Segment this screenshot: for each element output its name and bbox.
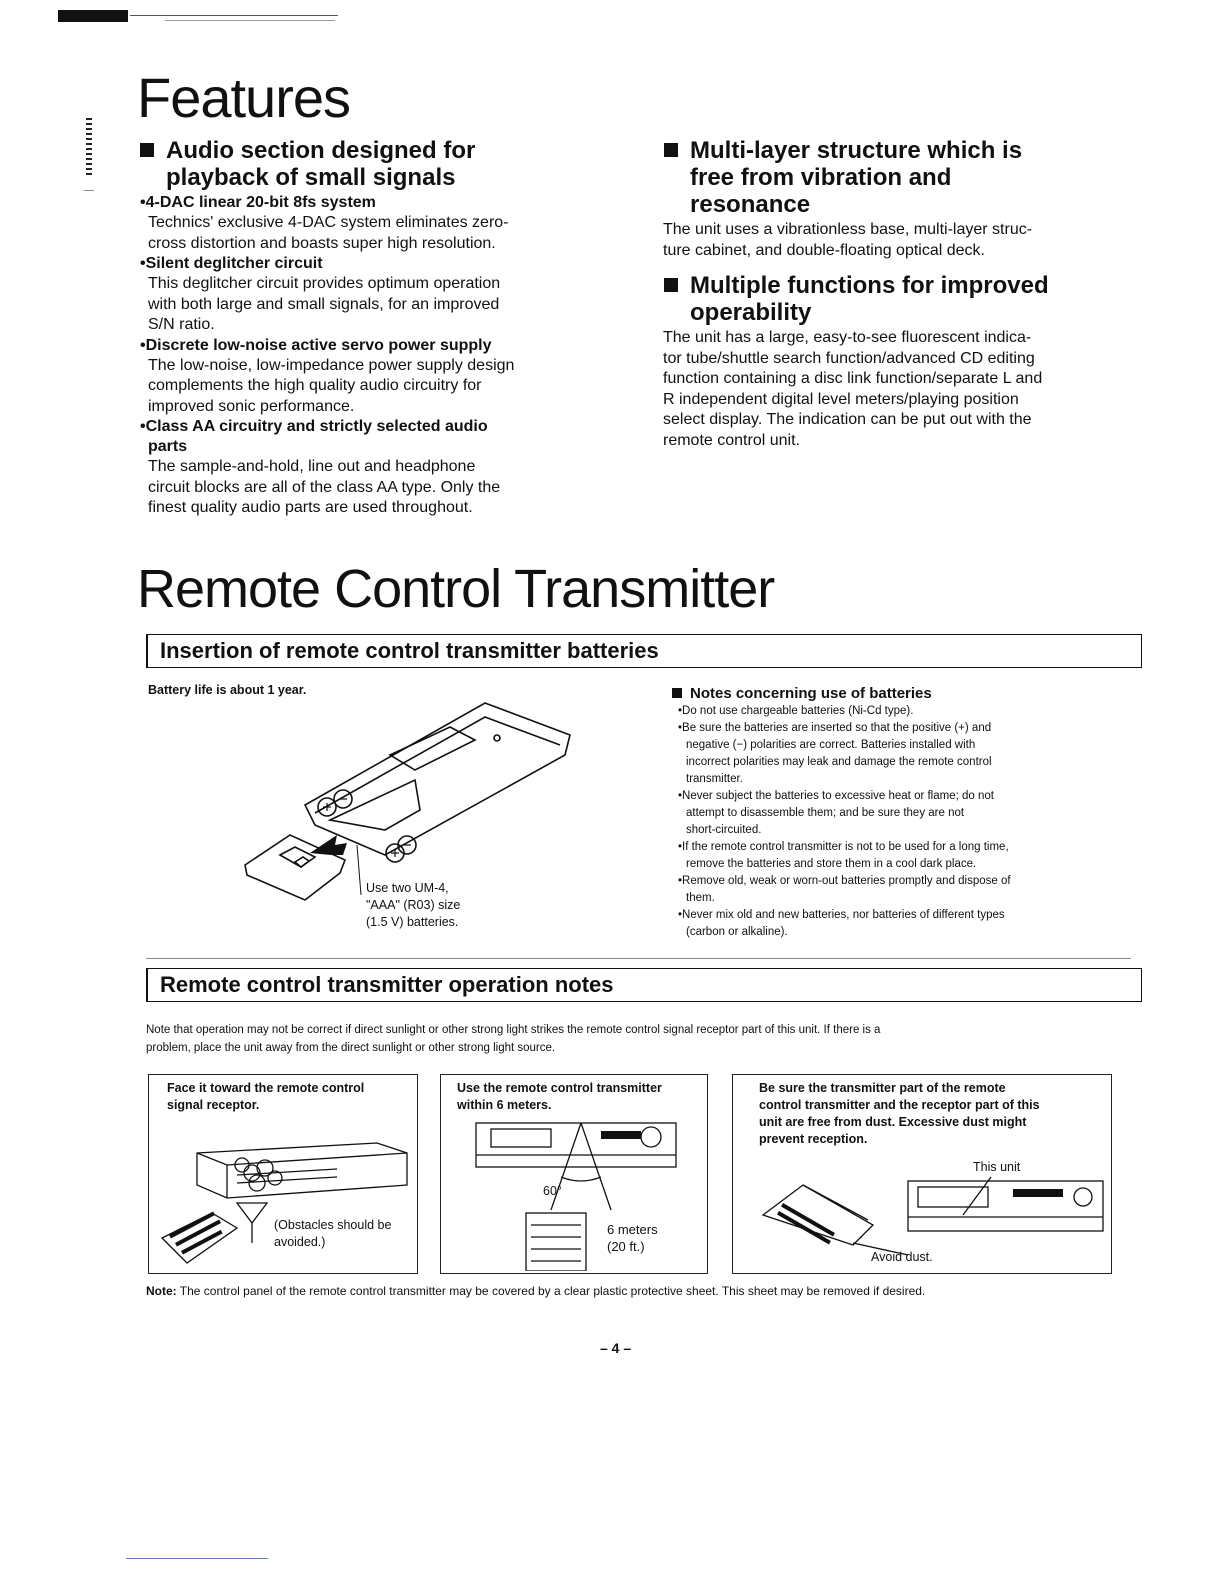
battery-caption: Use two UM-4, "AAA" (R03) size (1.5 V) batteries. <box>366 881 461 929</box>
note-item: •Do not use chargeable batteries (Ni-Cd type). <box>678 705 914 717</box>
panel-face-receptor <box>148 1074 418 1274</box>
panel-title: Use the remote control transmitter within 6 meters. <box>457 1081 662 1112</box>
angle-label: 60° <box>543 1184 562 1198</box>
feature-servo-title: •Discrete low-noise active servo power supply <box>140 336 492 354</box>
audio-section-heading: Audio section designed for playback of small signals <box>140 137 620 191</box>
features-title: Features <box>137 66 350 129</box>
multilayer-body: The unit uses a vibrationless base, multi-layer struc- ture cabinet, and double-floating optical deck. <box>663 221 1033 259</box>
note-item: •Remove old, weak or worn-out batteries promptly and dispose of them. <box>678 875 1011 904</box>
feature-deglitcher-title: •Silent deglitcher circuit <box>140 255 323 272</box>
feature-servo-body: The low-noise, low-impedance power supply design complements the high quality audio circuitry for improved sonic performance. <box>148 356 515 415</box>
remote-title: Remote Control Transmitter <box>137 559 775 619</box>
feature-dac-title: •4-DAC linear 20-bit 8fs system <box>140 194 376 211</box>
note-item: •Never mix old and new batteries, nor batteries of different types (carbon or alkaline). <box>678 909 1005 938</box>
panel-title: Be sure the transmitter part of the remote control transmitter and the receptor part of this unit are free from dust. Excessive dust might prevent reception. <box>759 1081 1040 1146</box>
feature-dac-body: Technics' exclusive 4-DAC system eliminates zero- cross distortion and boasts super high resolution. <box>148 214 509 252</box>
top-rule-2 <box>165 20 335 21</box>
page-number: – 4 – <box>600 1340 632 1356</box>
operation-note: Note that operation may not be correct if direct sunlight or other strong light strikes the remote control signal receptor part of this unit. If there is a problem, place the unit away from the direct sunlight or other strong light source. <box>146 1024 881 1054</box>
top-bar-mark <box>58 10 128 22</box>
feature-classaa-title: •Class AA circuitry and strictly selected audio parts <box>140 418 488 455</box>
distance-caption: 6 meters (20 ft.) <box>607 1222 658 1254</box>
operation-box-title: Remote control transmitter operation notes <box>146 968 1142 1002</box>
note-item: •If the remote control transmitter is not to be used for a long time, remove the batteries and store them in a cool dark place. <box>678 841 1009 870</box>
this-unit-label: This unit <box>973 1160 1021 1174</box>
square-bullet-icon <box>140 143 154 157</box>
square-bullet-icon <box>664 278 678 292</box>
battery-life-text: Battery life is about 1 year. <box>148 683 307 697</box>
panel-avoid-dust <box>732 1074 1112 1274</box>
footnote-text: The control panel of the remote control transmitter may be covered by a clear plastic protective sheet. This sheet may be removed if desired. <box>179 1284 926 1298</box>
square-bullet-icon <box>664 143 678 157</box>
note-item: •Never subject the batteries to excessive heat or flame; do not attempt to disassemble them; and be sure they are not short-circuited. <box>678 790 994 836</box>
side-binding-marks <box>86 118 92 178</box>
avoid-dust-caption: Avoid dust. <box>871 1250 933 1264</box>
battery-notes-heading: Notes concerning use of batteries <box>672 684 932 704</box>
insertion-box-title: Insertion of remote control transmitter batteries <box>146 634 1142 668</box>
square-bullet-icon <box>672 688 682 698</box>
footnote-label: Note: <box>146 1284 177 1298</box>
bottom-rule <box>126 1558 268 1559</box>
side-dash <box>84 190 94 191</box>
multiple-functions-heading: Multiple functions for improved operability <box>664 272 1124 326</box>
multiple-functions-body: The unit has a large, easy-to-see fluorescent indica- tor tube/shuttle search function/advanced CD editing function containing a disc link function/separate L and R independent digital level meters/playing position select display. The indication can be put out with the remote control unit. <box>663 329 1043 449</box>
note-item: •Be sure the batteries are inserted so that the positive (+) and negative (−) polarities are correct. Batteries installed with incorrect polarities may leak and damage the remote control transmitter. <box>678 722 992 785</box>
top-rule <box>130 15 338 16</box>
battery-notes-list <box>678 703 1118 941</box>
feature-deglitcher-body: This deglitcher circuit provides optimum operation with both large and small signals, for an improved S/N ratio. <box>148 275 501 333</box>
multilayer-heading: Multi-layer structure which is free from vibration and resonance <box>664 137 1124 218</box>
obstacles-caption: (Obstacles should be avoided.) <box>274 1218 392 1249</box>
footnote <box>146 1282 925 1300</box>
divider <box>146 958 1131 959</box>
audio-feature-list <box>140 193 600 519</box>
distance-figure <box>471 1115 701 1271</box>
feature-classaa-body: The sample-and-hold, line out and headphone circuit blocks are all of the class AA type. Only the finest quality audio parts are used throughout. <box>148 458 501 516</box>
panel-title: Face it toward the remote control signal receptor. <box>167 1081 365 1112</box>
panel-within-6-meters <box>440 1074 708 1274</box>
